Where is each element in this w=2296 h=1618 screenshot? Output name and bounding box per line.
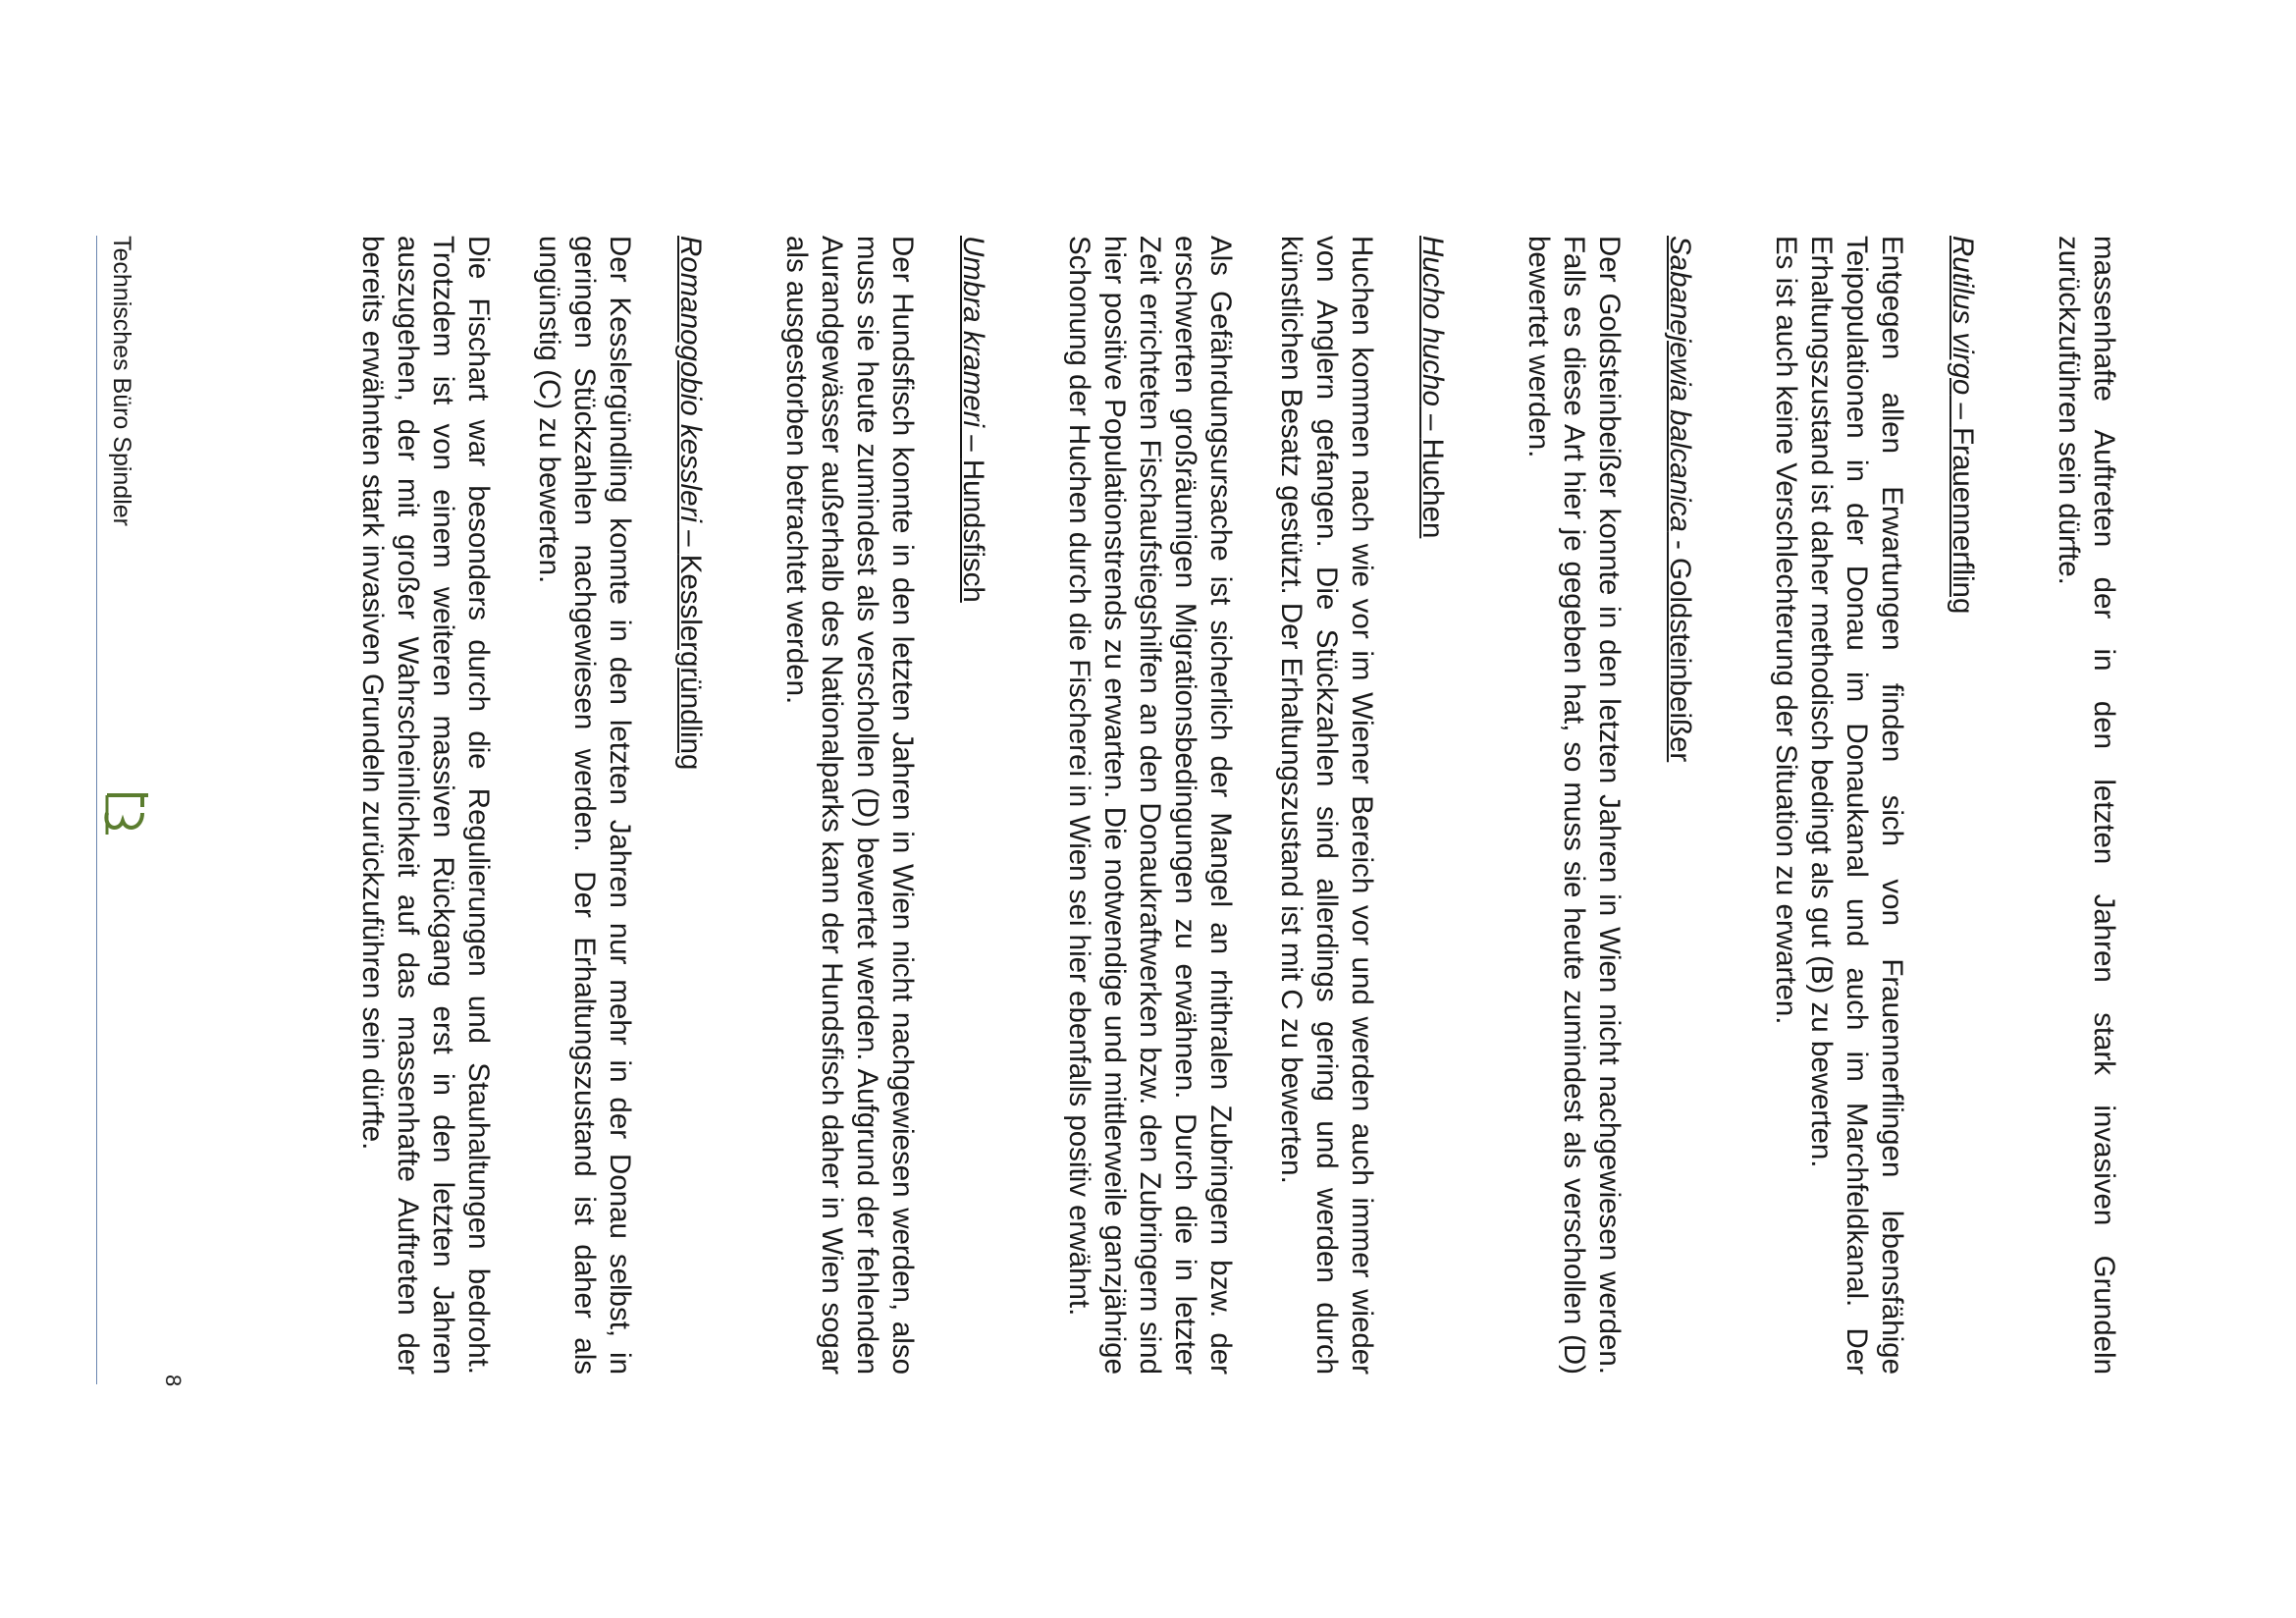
- body-paragraph: Als Gefährdungsursache ist sicherlich der Mangel an rhithralen Zubringern bzw. der erschwerten großräumigen Migrationsbedingungen zu erwähnen. Durch die in letzter Zeit errichteten Fischaufstiegshilfen an den Donaukraftwerken bzw. den Zubringern sind hier positive Populationstrends zu erwarten. Die notwendige und mittlerweile ganzjährige Schonung der Huchen durch die Fischerei in Wien sei hier ebenfalls positiv erwähnt.: [1063, 236, 1237, 1375]
- body-paragraph: Huchen kommen nach wie vor im Wiener Bereich vor und werden auch immer wieder von Anglern gefangen. Die Stückzahlen sind allerdings gering und werden durch künstlichen Besatz gestützt. Der Erhaltungszustand ist mit C zu bewerten.: [1275, 236, 1378, 1375]
- species-common-name: Goldsteinbeißer: [1664, 558, 1696, 763]
- body-paragraph: Der Hundsfisch konnte in den letzten Jahren in Wien nicht nachgewiesen werden, also muss sie heute zumindest als verschollen (D) bewertet werden. Aufgrund der fehlenden Aurandgewässer außerhalb des Nationalparks kann der Hundsfisch daher in Wien sogar als ausgestorben betrachtet werden.: [780, 236, 919, 1375]
- body-paragraph: Der Kesslergündling konnte in den letzten Jahren nur mehr in der Donau selbst, in geringen Stückzahlen nachgewiesen werden. Der Erhaltungszustand ist daher als ungünstig (C) zu bewerten.: [533, 236, 636, 1375]
- species-common-name: Frauennerfling: [1947, 427, 1979, 615]
- species-scientific-name: Hucho hucho: [1416, 236, 1449, 406]
- page-header: Technisches Büro Spindler: [96, 236, 136, 1384]
- species-separator: –: [674, 521, 707, 555]
- species-scientific-name: Rutilus virgo: [1947, 236, 1979, 396]
- species-separator: –: [1416, 405, 1449, 439]
- species-heading: [1415, 236, 1450, 1375]
- species-heading: [1662, 236, 1697, 1375]
- body-paragraph: Der Goldsteinbeißer konnte in den letzten Jahren in Wien nicht nachgewiesen werden. Falls es diese Art hier je gegeben hat, so muss sie heute zumindest als verschollen (D) bewertet werden.: [1522, 236, 1626, 1375]
- species-scientific-name: Sabanejewia balcanica: [1664, 236, 1696, 532]
- species-separator: -: [1664, 531, 1696, 558]
- company-logo-icon: [97, 785, 156, 844]
- intro-paragraph: massenhafte Auftreten der in den letzten Jahren stark invasiven Grundeln zurückzuführen sein dürfte.: [2053, 236, 2120, 1375]
- spacer: [990, 236, 1026, 1375]
- species-scientific-name: Romanogobio kessleri: [674, 236, 707, 522]
- species-separator: –: [957, 427, 989, 459]
- spacer: [1697, 236, 1733, 1375]
- species-common-name: Hundsfisch: [957, 458, 989, 603]
- species-heading: [672, 236, 708, 1375]
- page-number: 8: [161, 1375, 186, 1387]
- document-body: [284, 236, 2121, 1375]
- body-paragraph: Es ist auch keine Verschlechterung der Situation zu erwarten.: [1770, 236, 1802, 1025]
- body-paragraph: Entgegen allen Erwartungen finden sich von Frauennerflingen lebensfähige Teipopulationen in der Donau im Donaukanal und auch im Marchfeldkanal. Der Erhaltungszustand ist daher methodisch bedingt als gut (B) zu bewerten.: [1805, 236, 1908, 1375]
- spacer: [284, 236, 319, 1375]
- species-heading: [1945, 236, 1980, 1375]
- species-scientific-name: Umbra krameri: [957, 236, 989, 428]
- species-separator: –: [1947, 395, 1979, 428]
- body-paragraph: Die Fischart war besonders durch die Regulierungen und Stauhaltungen bedroht. Trotzdem ist von einem weiteren massiven Rückgang erst in den letzten Jahren auszugehen, der mit großer Wahrscheinlichkeit auf das massenhafte Auftreten der bereits erwähnten stark invasiven Grundeln zurückzuführen sein dürfte.: [356, 236, 495, 1375]
- spacer: [1980, 236, 2015, 1375]
- species-heading: [955, 236, 990, 1375]
- species-common-name: Kesslergründling: [674, 554, 707, 771]
- species-common-name: Huchen: [1416, 438, 1449, 539]
- spacer: [708, 236, 743, 1375]
- spacer: [1450, 236, 1485, 1375]
